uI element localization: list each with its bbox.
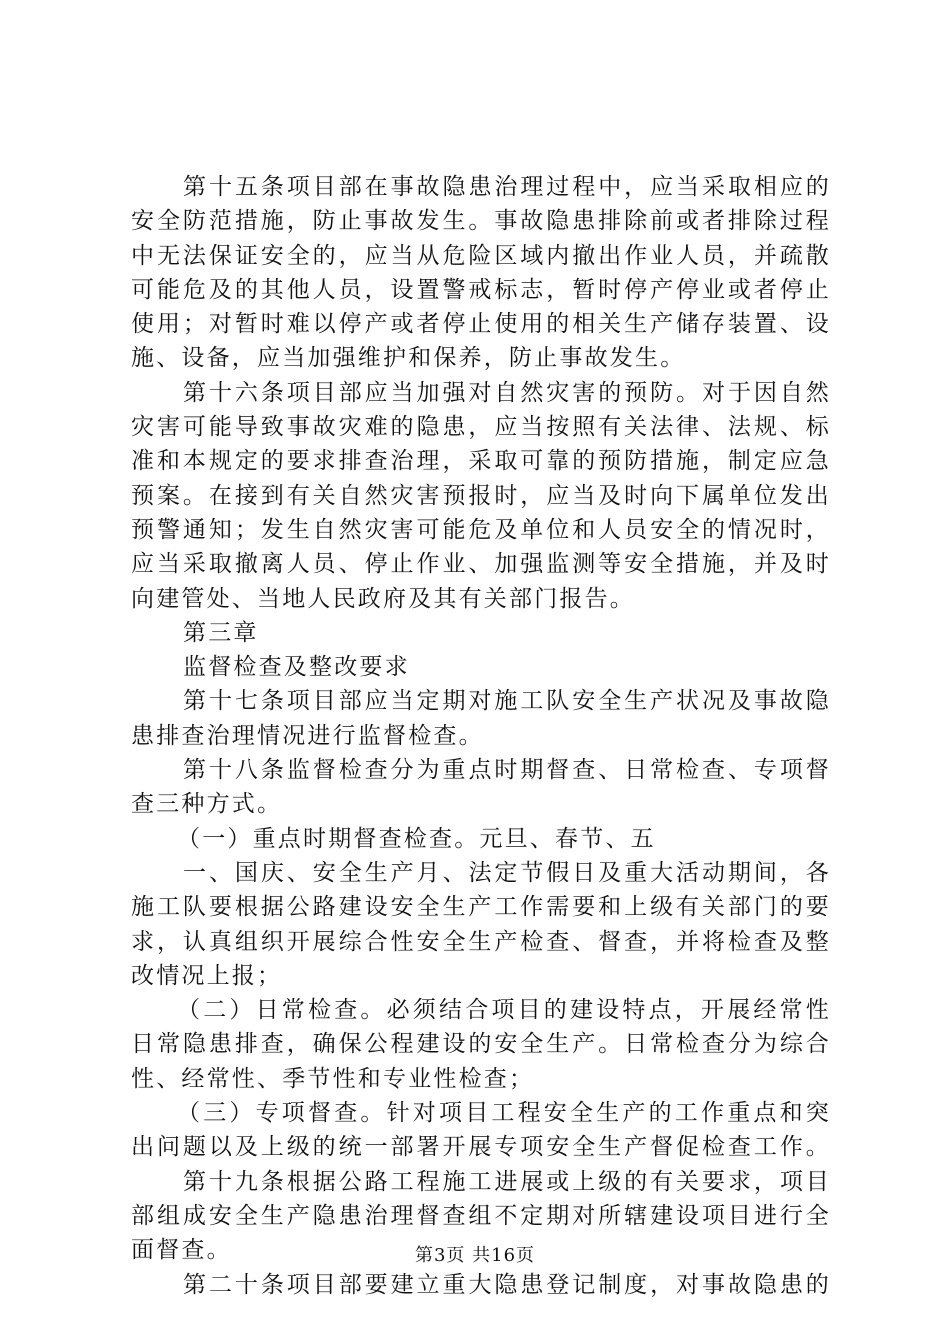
paragraph-line: 准和本规定的要求排查治理，采取可靠的预防措施，制定应急 <box>131 448 831 475</box>
paragraph-line: （一）重点时期督查检查。元旦、春节、五 <box>177 825 656 852</box>
paragraph-line: 第二十条项目部要建立重大隐患登记制度，对事故隐患的 <box>183 1271 831 1298</box>
paragraph-line: 灾害可能导致事故灾难的隐患，应当按照有关法律、法规、标 <box>131 414 831 441</box>
chapter-title: 监督检查及整改要求 <box>183 654 410 681</box>
page-number-footer: 第3页 共16页 <box>414 1245 536 1266</box>
paragraph-line: 第十五条项目部在事故隐患治理过程中，应当采取相应的 <box>183 174 831 200</box>
paragraph-line: 施工队要根据公路建设安全生产工作需要和上级有关部门的要 <box>131 894 831 921</box>
chapter-number: 第三章 <box>183 619 259 646</box>
paragraph-line: 一、国庆、安全生产月、法定节假日及重大活动期间，各 <box>183 859 831 886</box>
paragraph-line: 性、经常性、季节性和专业性检查； <box>131 1065 535 1092</box>
paragraph-line: 使用；对暂时难以停产或者停止使用的相关生产储存装置、设 <box>131 311 831 338</box>
paragraph-line: 向建管处、当地人民政府及其有关部门报告。 <box>131 585 635 612</box>
paragraph-line: 第十七条项目部应当定期对施工队安全生产状况及事故隐 <box>183 688 831 715</box>
paragraph-line: 改情况上报； <box>131 962 283 989</box>
paragraph-line: 第十九条根据公路工程施工进展或上级的有关要求，项目 <box>183 1168 831 1195</box>
paragraph-line: 部组成安全生产隐患治理督查组不定期对所辖建设项目进行全 <box>131 1202 831 1229</box>
paragraph-line: 求，认真组织开展综合性安全生产检查、督查，并将检查及整 <box>131 928 831 955</box>
paragraph-line: 面督查。 <box>131 1237 232 1264</box>
paragraph-line: 施、设备，应当加强维护和保养，防止事故发生。 <box>131 345 686 372</box>
paragraph-line: 第十八条监督检查分为重点时期督查、日常检查、专项督 <box>183 757 831 784</box>
paragraph-line: 患排查治理情况进行监督检查。 <box>131 722 484 749</box>
paragraph-line: 查三种方式。 <box>131 791 283 818</box>
paragraph-line: 应当采取撤离人员、停止作业、加强监测等安全措施，并及时 <box>131 551 831 578</box>
paragraph-line: （二）日常检查。必须结合项目的建设特点，开展经常性 <box>177 997 831 1024</box>
paragraph-line: 出问题以及上级的统一部署开展专项安全生产督促检查工作。 <box>131 1134 831 1161</box>
paragraph-line: 预案。在接到有关自然灾害预报时，应当及时向下属单位发出 <box>131 482 831 509</box>
paragraph-line: 日常隐患排查，确保公程建设的安全生产。日常检查分为综合 <box>131 1031 831 1058</box>
paragraph-line: 预警通知；发生自然灾害可能危及单位和人员安全的情况时， <box>131 516 831 543</box>
paragraph-line: （三）专项督查。针对项目工程安全生产的工作重点和突 <box>177 1100 831 1127</box>
paragraph-line: 安全防范措施，防止事故发生。事故隐患排除前或者排除过程 <box>131 208 831 235</box>
document-body <box>131 170 831 1302</box>
paragraph-line: 第十六条项目部应当加强对自然灾害的预防。对于因自然 <box>183 379 831 406</box>
paragraph-line: 可能危及的其他人员，设置警戒标志，暂时停产停业或者停止 <box>131 276 831 303</box>
paragraph-line: 中无法保证安全的，应当从危险区域内撤出作业人员，并疏散 <box>131 242 831 269</box>
